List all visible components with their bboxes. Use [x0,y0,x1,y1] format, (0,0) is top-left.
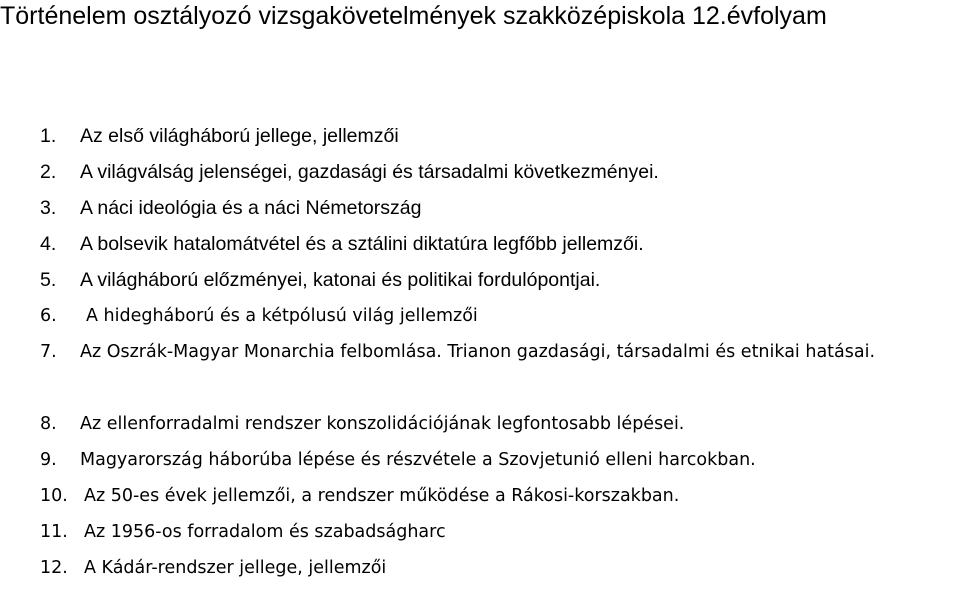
list-item [40,154,960,190]
list-item-text: A náci ideológia és a náci Németország [80,197,422,219]
page-title: Történelem osztályozó vizsgakövetelmények szakközépiskola 12.évfolyam [0,2,827,30]
list-item [40,190,960,226]
list-item [40,298,960,334]
list-item-text: A Kádár-rendszer jellege, jellemzői [84,558,387,578]
list-item-number: 9. [40,450,57,470]
list-item [40,334,960,406]
list-item-number: 4. [40,233,57,255]
list-item [40,118,960,154]
list-item-number: 6. [40,306,57,326]
list-item [40,226,960,262]
list-item [40,406,960,442]
list-item-number: 5. [40,269,57,291]
list-item-number: 10. [40,486,68,506]
list-item [40,514,960,550]
list-item-text: A bolsevik hatalomátvétel és a sztálini diktatúra legfőbb jellemzői. [80,233,644,255]
list-item-number: 3. [40,197,57,219]
list-item [40,550,960,586]
list-item-text: A világválság jelenségei, gazdasági és társadalmi következményei. [80,161,659,183]
list-item [40,442,960,478]
list-item-text: Az első világháború jellege, jellemzői [80,125,399,147]
list-item-text: Az Oszrák-Magyar Monarchia felbomlása. Trianon gazdasági, társadalmi és etnikai hatásai. [80,342,876,362]
list-item-number: 12. [40,558,68,578]
list-item-number: 1. [40,125,57,147]
list-item-text: Magyarország háborúba lépése és részvétele a Szovjetunió elleni harcokban. [80,450,756,470]
list-item [40,262,960,298]
list-item-text: A világháború előzményei, katonai és politikai fordulópontjai. [80,269,601,291]
list-item-text: Az ellenforradalmi rendszer konszolidációjának legfontosabb lépései. [80,414,685,434]
list-item-number: 11. [40,522,68,542]
list-item-number: 8. [40,414,57,434]
list-item [40,478,960,514]
list-item-text: A hidegháború és a kétpólusú világ jellemzői [86,306,478,326]
list-item-number: 2. [40,161,57,183]
list-item-number: 7. [40,342,57,362]
list-item-text: Az 1956-os forradalom és szabadságharc [84,522,446,542]
list-item-text: Az 50-es évek jellemzői, a rendszer működése a Rákosi-korszakban. [84,486,680,506]
topic-list [40,118,960,586]
